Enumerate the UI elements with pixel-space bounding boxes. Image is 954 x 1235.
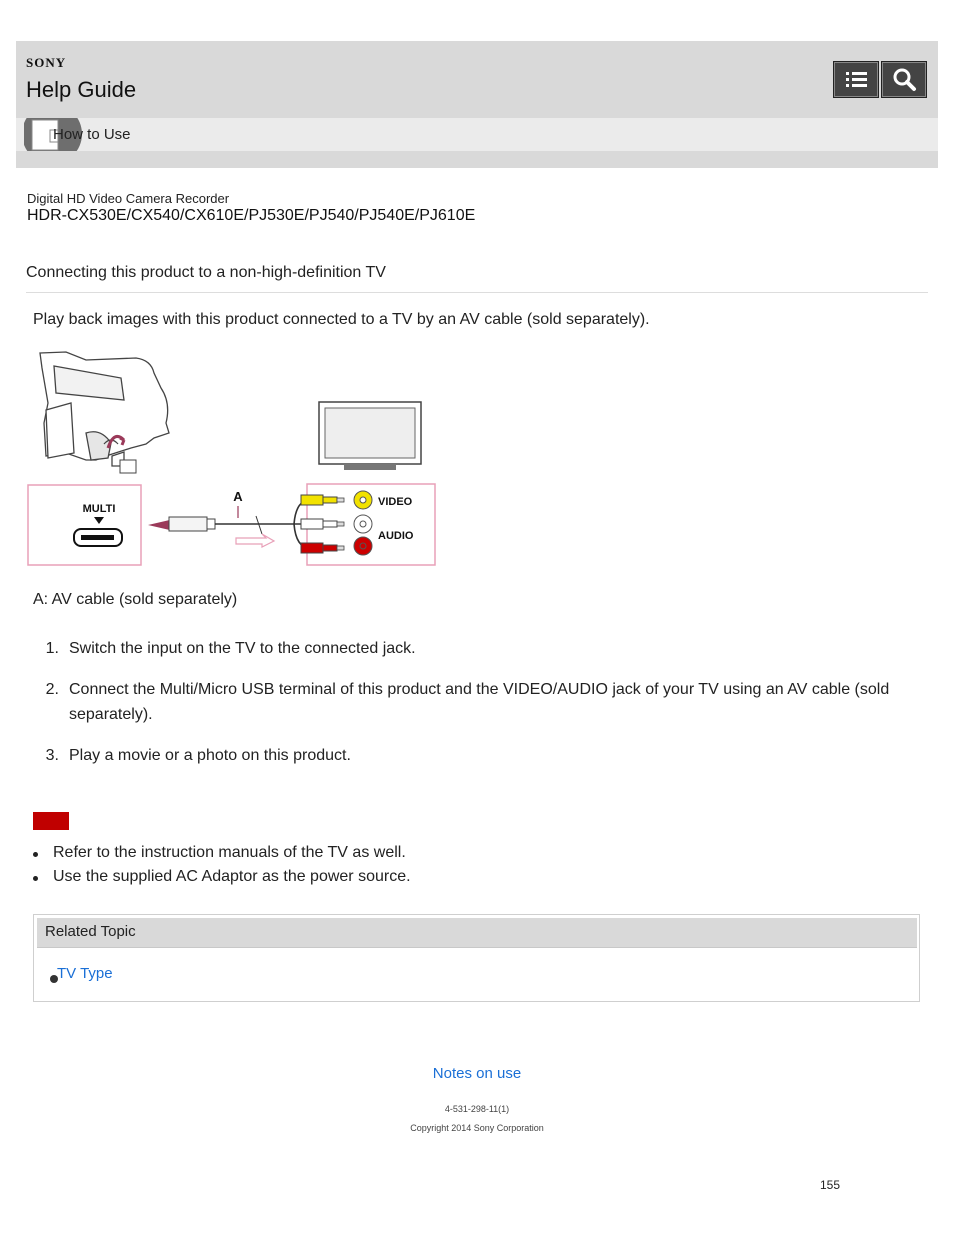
related-link-tv-type[interactable]: TV Type xyxy=(57,965,113,982)
related-topic-header xyxy=(37,918,917,948)
toc-button[interactable] xyxy=(833,61,879,98)
diagram-caption: A: AV cable (sold separately) xyxy=(33,591,238,608)
page-title: Connecting this product to a non-high-definition TV xyxy=(26,264,386,281)
notes-on-use-link[interactable]: Notes on use xyxy=(432,1065,522,1082)
audio-jack-label: AUDIO xyxy=(378,530,414,542)
document-code: 4-531-298-11(1) xyxy=(444,1104,510,1114)
copyright: Copyright 2014 Sony Corporation xyxy=(410,1123,544,1133)
list-icon xyxy=(834,62,878,97)
bullet-icon xyxy=(33,876,38,881)
step-number: 3. xyxy=(45,747,59,764)
product-category: Digital HD Video Camera Recorder xyxy=(27,191,230,206)
footer-notes xyxy=(0,1065,954,1082)
divider xyxy=(26,292,928,293)
step-text: Play a movie or a photo on this product. xyxy=(69,747,351,764)
camcorder-illustration xyxy=(40,352,169,466)
search-icon xyxy=(882,62,926,97)
sony-logo: SONY xyxy=(26,55,67,70)
cable-label-a: A xyxy=(233,489,243,504)
step-item xyxy=(33,636,903,661)
note-text: Use the supplied AC Adaptor as the power source. xyxy=(53,868,411,885)
step-item xyxy=(33,677,903,727)
nav-how-to-use[interactable]: How to Use xyxy=(53,126,131,143)
product-models: HDR-CX530E/CX540/CX610E/PJ530E/PJ540/PJ540E/PJ610E xyxy=(27,207,476,224)
search-button[interactable] xyxy=(881,61,927,98)
note-text: Refer to the instruction manuals of the TV as well. xyxy=(53,844,406,861)
breadcrumb-bar xyxy=(16,118,938,151)
step-number: 2. xyxy=(45,681,59,698)
note-badge xyxy=(33,812,69,830)
step-text: Switch the input on the TV to the connected jack. xyxy=(69,640,416,657)
list-item xyxy=(33,844,633,864)
tv-illustration xyxy=(319,402,421,470)
page-number: 155 xyxy=(820,1178,841,1192)
step-number: 1. xyxy=(45,640,59,657)
related-topic-title: Related Topic xyxy=(45,923,136,940)
connection-diagram xyxy=(26,348,441,575)
bullet-icon xyxy=(33,852,38,857)
video-jack-label: VIDEO xyxy=(378,496,413,508)
step-text: Connect the Multi/Micro USB terminal of this product and the VIDEO/AUDIO jack of your TV using an AV cable (sold separately). xyxy=(69,681,890,723)
intro-text: Play back images with this product connected to a TV by an AV cable (sold separately). xyxy=(33,311,650,328)
site-title: Help Guide xyxy=(26,77,137,102)
list-item xyxy=(33,868,633,888)
multi-port-label: MULTI xyxy=(82,503,116,515)
signal-arrow-icon xyxy=(236,534,274,547)
step-item xyxy=(33,743,903,768)
